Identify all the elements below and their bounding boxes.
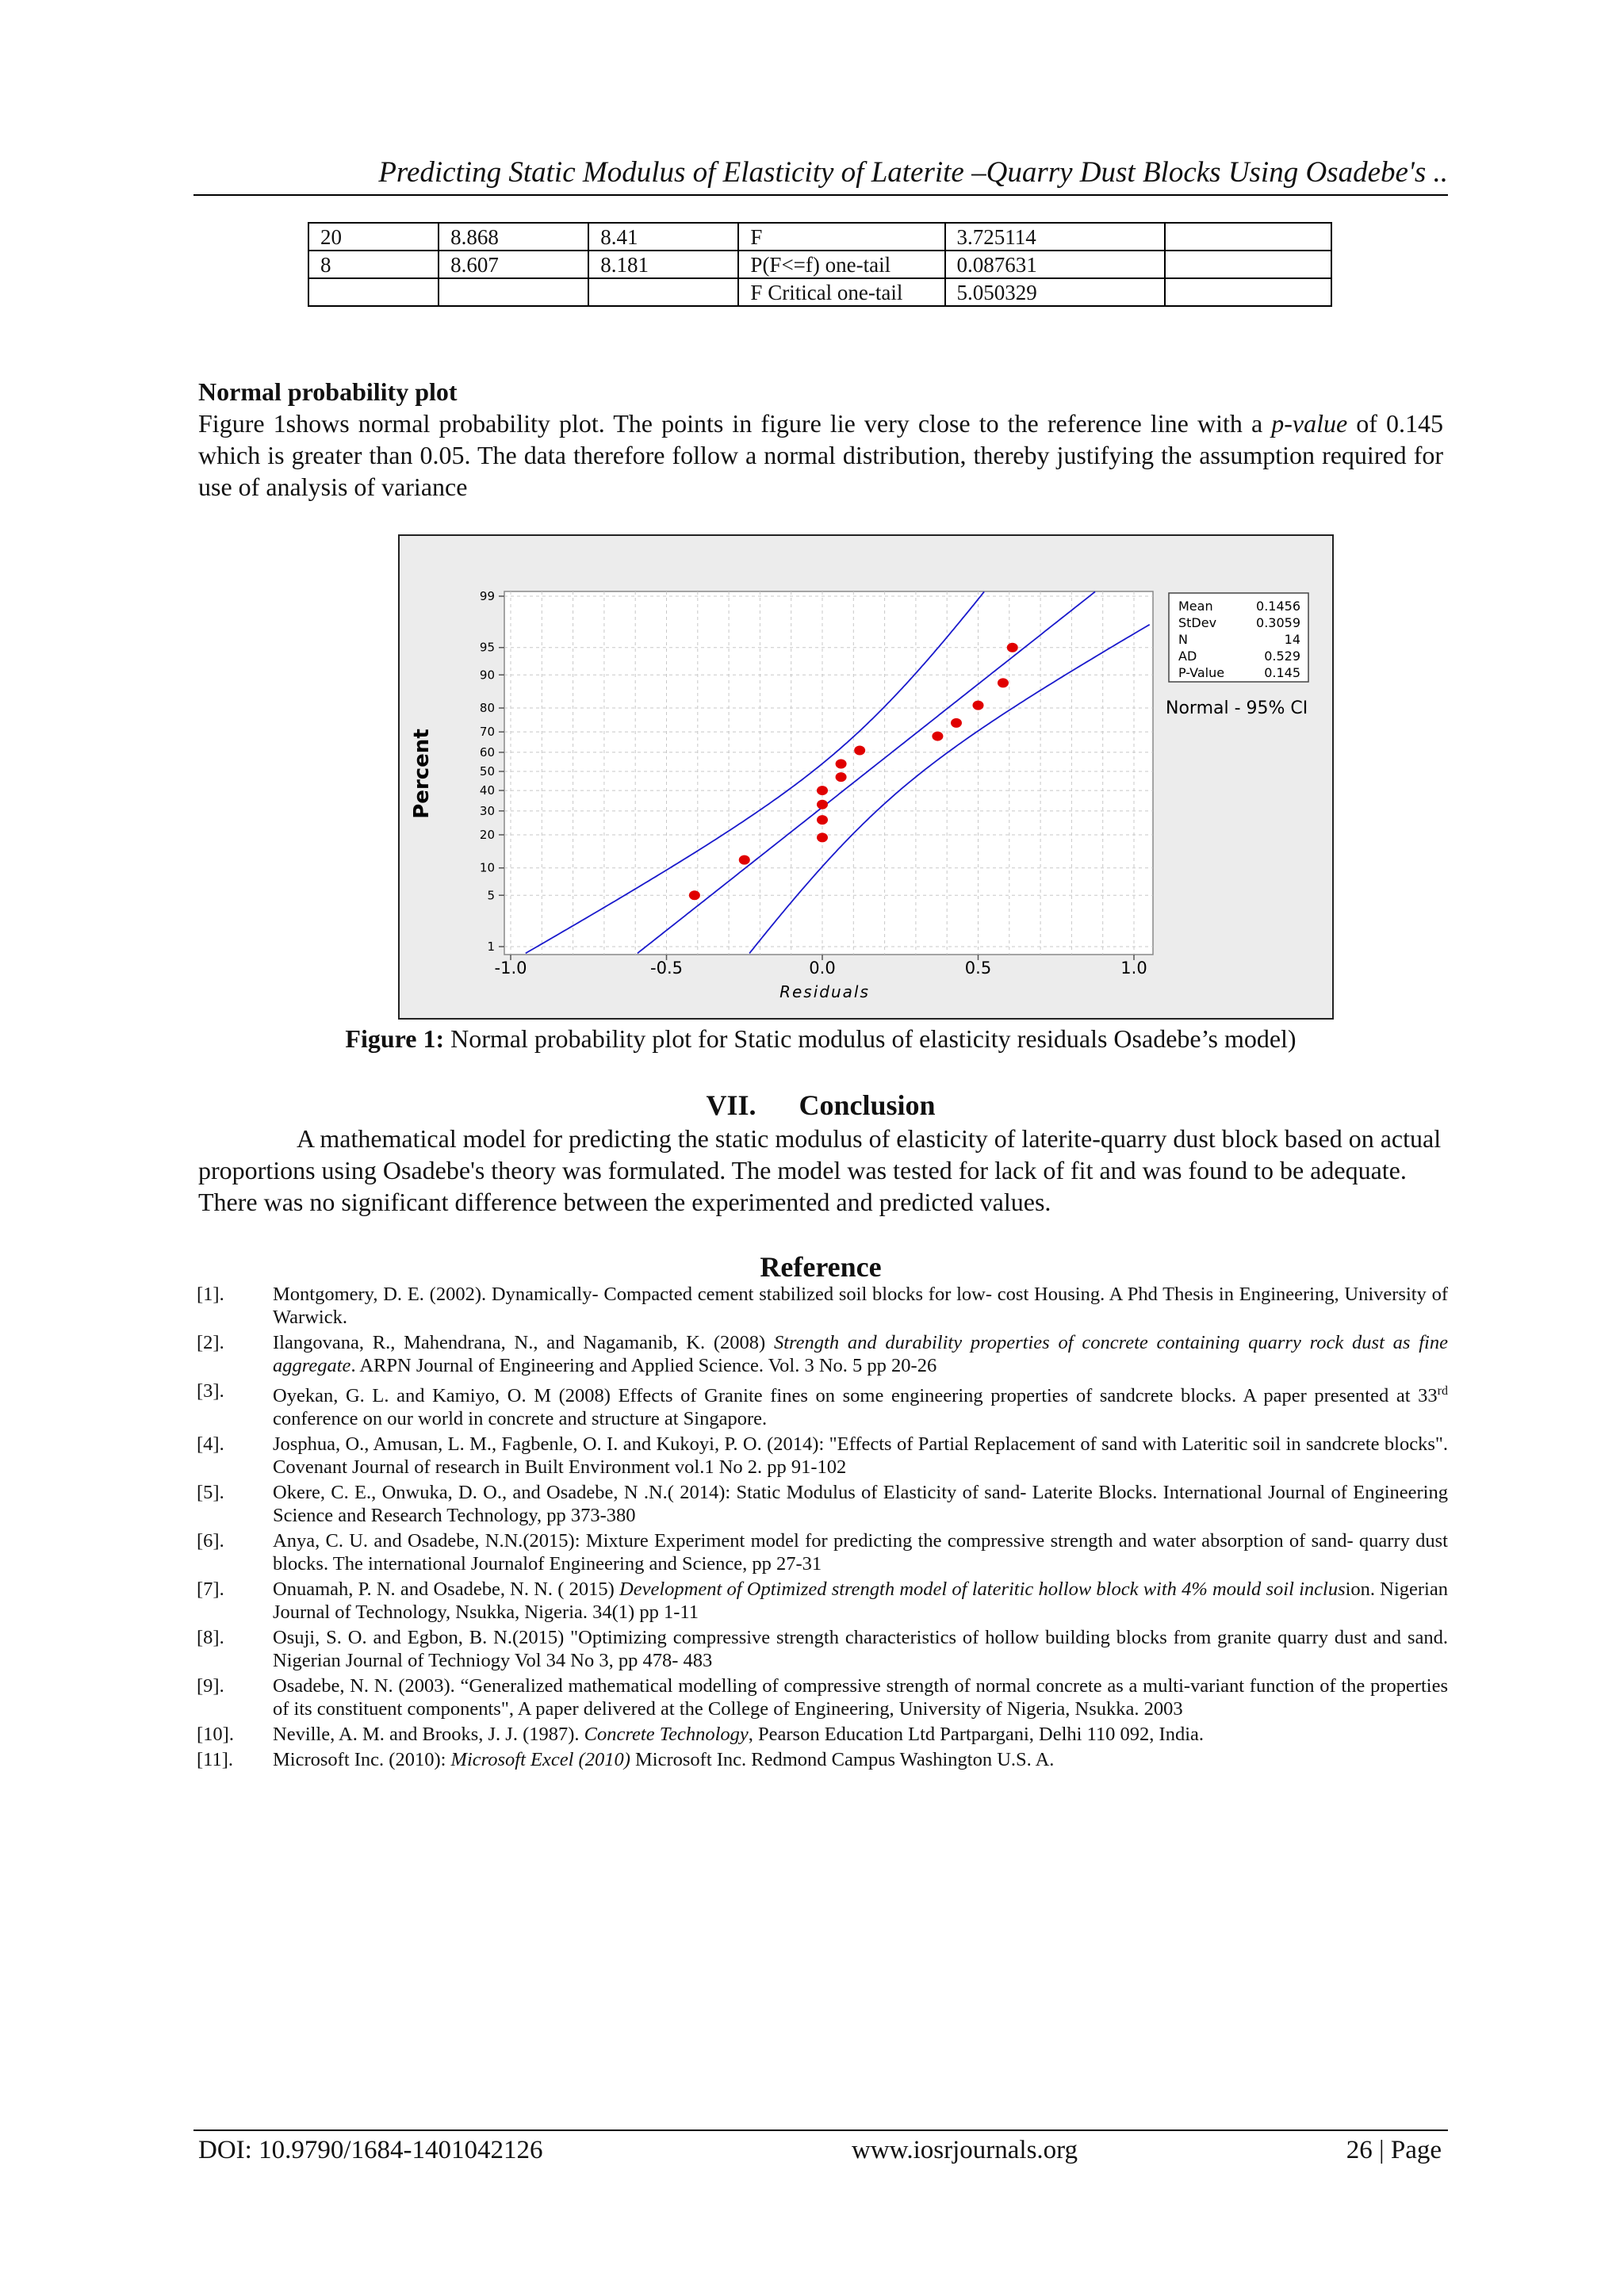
y-tick-label: 20 <box>479 827 495 842</box>
footer-doi: DOI: 10.9790/1684-1401042126 <box>198 2136 543 2164</box>
reference-number: [5]. <box>197 1482 224 1504</box>
data-point <box>998 678 1009 687</box>
y-tick-label: 60 <box>479 744 495 760</box>
reference-number: [8]. <box>197 1627 224 1649</box>
table-cell: 20 <box>308 223 439 251</box>
conclusion-paragraph: A mathematical model for predicting the static modulus of elasticity of laterite-quarry dust block based on actual proportions using Osadebe's theory was formulated. The model was tested for lack of fit and was found to be adequate. There was no significant difference between the experimented and predicted values. <box>198 1124 1442 1216</box>
reference-text: Strength and durability properties of concrete containing quarry rock dust as fine aggregate <box>273 1332 1448 1376</box>
paragraph-text: Figure 1shows normal probability plot. The points in figure lie very close to the reference line with a <box>198 409 1272 438</box>
data-point <box>836 759 847 768</box>
table-cell <box>588 278 738 306</box>
reference-item <box>197 1748 1448 1771</box>
reference-text: Ilangovana, R., Mahendrana, N., and Nagamanib, K. (2008) <box>273 1332 774 1353</box>
reference-text: Microsoft Inc. (2010): <box>273 1749 451 1771</box>
reference-text: Onuamah, P. N. and Osadebe, N. N. ( 2015) <box>273 1578 620 1601</box>
x-tick-label: -0.5 <box>650 959 683 978</box>
reference-item <box>197 1674 1448 1720</box>
footer-rule <box>193 2130 1448 2131</box>
stats-label: N <box>1178 632 1188 647</box>
reference-text: Osuji, S. O. and Egbon, B. N.(2015) "Optimizing compressive strength characteristics of hollow building blocks from granite quarry dust and sand. Nigerian Journal of Techniogy Vol 34 No 3, pp 478- 483 <box>273 1627 1448 1672</box>
reference-text: Neville, A. M. and Brooks, J. J. (1987). <box>273 1724 584 1746</box>
section-heading-normal-plot: Normal probability plot <box>198 377 458 406</box>
reference-number: [11]. <box>197 1749 234 1771</box>
reference-number: [6]. <box>197 1530 224 1552</box>
y-axis-label: Percent <box>410 729 434 819</box>
x-tick-label: -1.0 <box>494 959 527 978</box>
reference-text: Montgomery, D. E. (2002). Dynamically- Compacted cement stabilized soil blocks for low- cost Housing. A Phd Thesis in Engineering, University of Warwick. <box>273 1284 1448 1328</box>
reference-text: Okere, C. E., Onwuka, D. O., and Osadebe, N .N.( 2014): Static Modulus of Elasticity of sand- Laterite Blocks. International Journal of Engineering Science and Research Technology, pp 373-380 <box>273 1482 1448 1527</box>
reference-item <box>197 1723 1448 1746</box>
data-point <box>854 745 865 755</box>
reference-item <box>197 1283 1448 1329</box>
stats-value: 0.1456 <box>1256 599 1300 614</box>
table-cell <box>1165 278 1331 306</box>
reference-text: ion. Nigerian Journal of Technology, Nsukka, Nigeria. 34(1) pp 1-11 <box>273 1578 1448 1624</box>
anova-table <box>308 222 1332 307</box>
reference-number: [3]. <box>197 1380 224 1402</box>
reference-item <box>197 1380 1448 1430</box>
reference-text: rd <box>1437 1384 1448 1398</box>
table-cell <box>1165 251 1331 278</box>
data-point <box>817 786 828 795</box>
figure-caption-text: Normal probability plot for Static modulus of elasticity residuals Osadebe’s model) <box>444 1024 1297 1053</box>
table-cell <box>1165 223 1331 251</box>
paragraph-text: of 0.145 which is greater than 0.05. The data therefore follow a normal distribution, thereby justifying the assumption required for use of analysis of variance <box>198 409 1444 501</box>
reference-number: [10]. <box>197 1724 234 1746</box>
normal-probability-chart <box>400 536 1332 1018</box>
x-tick-label: 0.0 <box>809 959 836 978</box>
reference-item <box>197 1578 1448 1624</box>
reference-text: Osadebe, N. N. (2003). “Generalized mathematical modelling of compressive strength of normal concrete as a multi-variant function of the properties of its constituent components", A paper delivered at the College of Engineering, University of Nigeria, Nsukka. 2003 <box>273 1675 1448 1720</box>
reference-item <box>197 1331 1448 1377</box>
x-tick-label: 1.0 <box>1120 959 1147 978</box>
reference-text: Microsoft Excel (2010) <box>450 1749 630 1771</box>
running-header: Predicting Static Modulus of Elasticity of Laterite –Quarry Dust Blocks Using Osadebe's .. <box>378 156 1448 189</box>
data-point <box>1007 643 1018 652</box>
table-cell: 8.181 <box>588 251 738 278</box>
y-tick-label: 99 <box>479 589 495 603</box>
table-cell: 8.41 <box>588 223 738 251</box>
data-point <box>932 732 943 741</box>
stats-label: StDev <box>1178 615 1217 630</box>
table-cell <box>308 278 439 306</box>
table-cell: F Critical one-tail <box>738 278 944 306</box>
stats-label: AD <box>1178 649 1197 664</box>
plot-area <box>504 591 1153 955</box>
table-row <box>308 278 1331 306</box>
stats-value: 0.145 <box>1264 665 1300 680</box>
table-cell: 8.607 <box>439 251 588 278</box>
table-row <box>308 223 1331 251</box>
conclusion-heading: VII. Conclusion <box>706 1089 936 1121</box>
stats-label: P-Value <box>1178 665 1225 680</box>
figure-caption-label: Figure 1: <box>345 1024 445 1053</box>
y-tick-label: 10 <box>479 860 495 875</box>
reference-text: Microsoft Inc. Redmond Campus Washington U.S. A. <box>630 1749 1055 1771</box>
table-cell: P(F<=f) one-tail <box>738 251 944 278</box>
stats-value: 0.3059 <box>1256 615 1300 630</box>
p-value-term: p-value <box>1271 409 1348 438</box>
normal-plot-paragraph <box>198 408 1443 503</box>
data-point <box>973 701 984 710</box>
header-rule <box>193 194 1448 196</box>
reference-number: [7]. <box>197 1578 224 1601</box>
y-tick-label: 95 <box>479 640 495 655</box>
reference-text: Anya, C. U. and Osadebe, N.N.(2015): Mixture Experiment model for predicting the compressive strength and water absorption of sand- quarry dust blocks. The international Journalof Engineering and Science, pp 27-31 <box>273 1530 1448 1575</box>
reference-text: Josphua, O., Amusan, L. M., Fagbenle, O. I. and Kukoyi, P. O. (2014): "Effects of Partial Replacement of sand with Lateritic soil in sandcrete blocks". Covenant Journal of research in Built Environment vol.1 No 2. pp 91-102 <box>273 1433 1448 1479</box>
table-cell: 8.868 <box>439 223 588 251</box>
table-cell: 3.725114 <box>945 223 1166 251</box>
x-axis-label: Residuals <box>779 982 870 1001</box>
reference-text: , Pearson Education Ltd Partpargani, Delhi 110 092, India. <box>748 1724 1205 1746</box>
y-tick-label: 50 <box>479 764 495 779</box>
data-point <box>836 772 847 782</box>
reference-item <box>197 1529 1448 1575</box>
y-tick-label: 70 <box>479 725 495 740</box>
reference-number: [9]. <box>197 1675 224 1697</box>
data-point <box>817 815 828 825</box>
reference-item <box>197 1481 1448 1527</box>
data-point <box>817 832 828 842</box>
data-point <box>951 718 962 728</box>
reference-list <box>197 1283 1448 1774</box>
reference-text: Oyekan, G. L. and Kamiyo, O. M (2008) Effects of Granite fines on some engineering properties of sandcrete blocks. A paper presented at 33 <box>273 1385 1438 1407</box>
stats-value: 0.529 <box>1264 649 1300 664</box>
y-tick-label: 80 <box>479 701 495 716</box>
reference-text: conference on our world in concrete and structure at Singapore. <box>273 1408 768 1430</box>
footer-page-number: 26 | Page <box>1346 2136 1442 2164</box>
y-tick-label: 90 <box>479 668 495 683</box>
stats-value: 14 <box>1284 632 1300 647</box>
table-cell: 5.050329 <box>945 278 1166 306</box>
table-cell: F <box>738 223 944 251</box>
table-row <box>308 251 1331 278</box>
references-heading: Reference <box>760 1251 882 1283</box>
y-tick-label: 5 <box>487 888 495 903</box>
reference-item <box>197 1433 1448 1479</box>
reference-text: Concrete Technology <box>584 1724 749 1746</box>
reference-number: [2]. <box>197 1332 224 1353</box>
reference-number: [1]. <box>197 1284 224 1305</box>
table-cell <box>439 278 588 306</box>
x-tick-label: 0.5 <box>964 959 992 978</box>
reference-text: . ARPN Journal of Engineering and Applied Science. Vol. 3 No. 5 pp 20-26 <box>350 1355 937 1376</box>
table-cell: 0.087631 <box>945 251 1166 278</box>
data-point <box>817 800 828 809</box>
y-tick-label: 30 <box>479 803 495 818</box>
table-cell: 8 <box>308 251 439 278</box>
data-point <box>689 890 700 900</box>
reference-number: [4]. <box>197 1433 224 1456</box>
legend-label: Normal - 95% CI <box>1166 698 1308 718</box>
y-tick-label: 40 <box>479 783 495 798</box>
data-point <box>739 855 750 865</box>
reference-text: Development of Optimized strength model of lateritic hollow block with 4% mould soil inclus <box>619 1578 1346 1601</box>
reference-item <box>197 1626 1448 1672</box>
y-tick-label: 1 <box>487 939 495 954</box>
footer-website: www.iosrjournals.org <box>852 2136 1078 2164</box>
figure-caption <box>193 1023 1448 1054</box>
stats-label: Mean <box>1178 599 1213 614</box>
figure-frame <box>398 534 1334 1020</box>
